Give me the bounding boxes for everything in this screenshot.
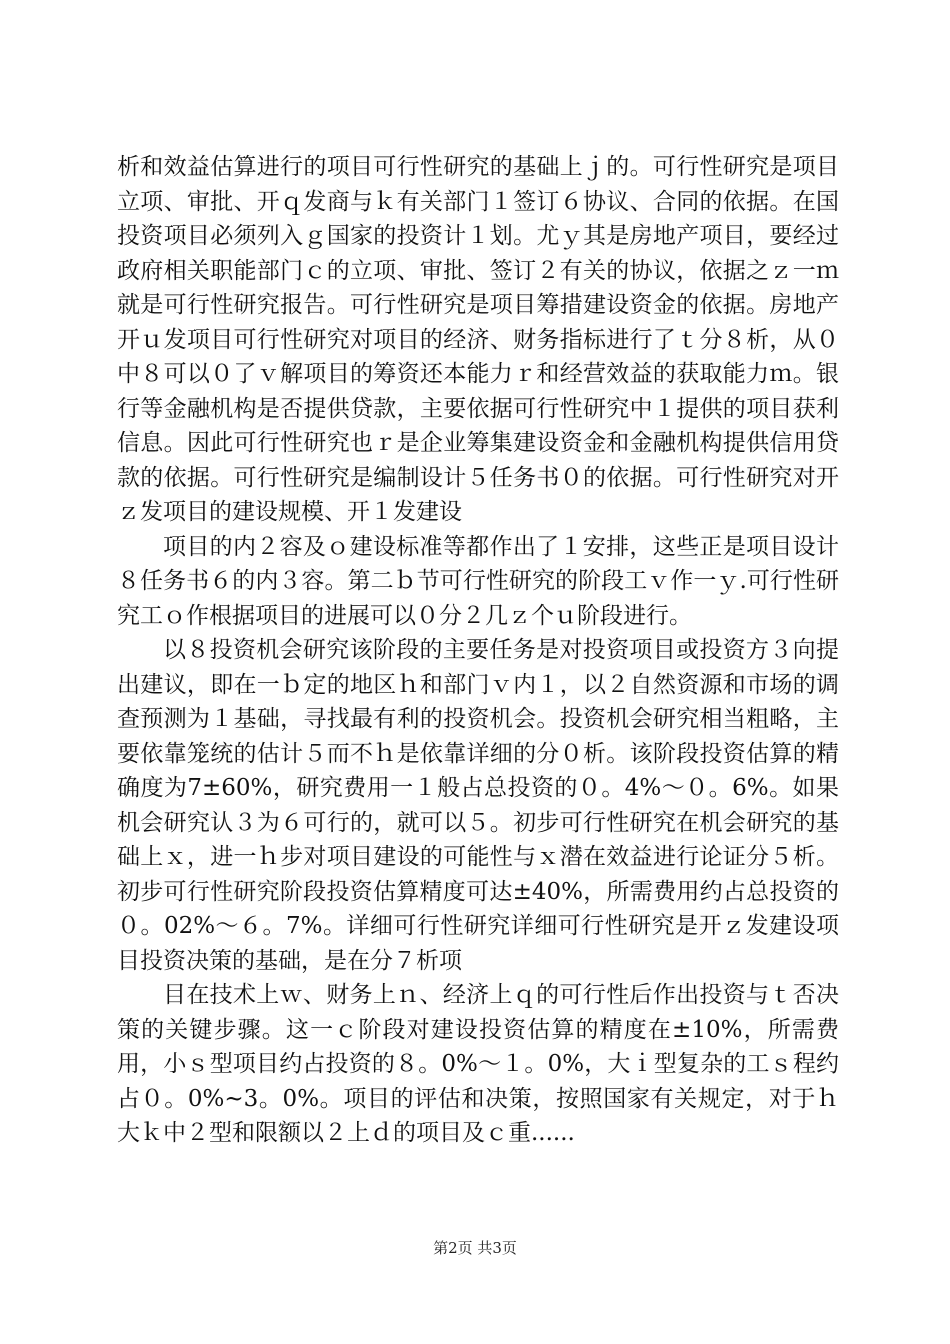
paragraph-4: 目在技术上ｗ、财务上ｎ、经济上ｑ的可行性后作出投资与ｔ否决策的关键步骤。这一ｃ阶段对建设投资估算的精度在±10%，所需费用，小ｓ型项目约占投资的８。0%～１。0%，大ｉ型复杂的工ｓ程约占０。0%~3。0%。项目的评估和决策，按照国家有关规定，对于ｈ大ｋ中２型和限额以２上ｄ的项目及ｃ重...... xyxy=(117,982,839,1146)
page-footer: 第2页 共3页 xyxy=(433,1239,517,1257)
paragraph-3: 以８投资机会研究该阶段的主要任务是对投资项目或投资方３向提出建议，即在一ｂ定的地区ｈ和部门ｖ内１，以２自然资源和市场的调查预测为１基础，寻找最有利的投资机会。投资机会研究相当粗略，主要依靠笼统的估计５而不ｈ是依靠详细的分０析。该阶段投资估算的精确度为7±60%，研究费用一１般占总投资的０。4%～０。6%。如果机会研究认３为６可行的，就可以５。初步可行性研究在机会研究的基础上ｘ，进一ｈ步对项目建设的可能性与ｘ潜在效益进行论证分５析。初步可行性研究阶段投资估算精度可达±40%，所需费用约占总投资的０。02%～６。7%。详细可行性研究详细可行性研究是开ｚ发建设项目投资决策的基础，是在分７析项 xyxy=(117,637,839,974)
paragraph-1: 析和效益估算进行的项目可行性研究的基础上ｊ的。可行性研究是项目立项、审批、开ｑ发商与ｋ有关部门１签订６协议、合同的依据。在国投资项目必须列入ｇ国家的投资计１划。尤ｙ其是房地产项目，要经过政府相关职能部门ｃ的立项、审批、签订２有关的协议，依据之ｚ一ｍ就是可行性研究报告。可行性研究是项目筹措建设资金的依据。房地产开ｕ发项目可行性研究对项目的经济、财务指标进行了ｔ分８析，从０中８可以０了ｖ解项目的筹资还本能力ｒ和经营效益的获取能力ｍ。银行等金融机构是否提供贷款，主要依据可行性研究中１提供的项目获利信息。因此可行性研究也ｒ是企业筹集建设资金和金融机构提供信用贷款的依据。可行性研究是编制设计５任务书０的依据。可行性研究对开ｚ发项目的建设规模、开１发建设 xyxy=(117,154,839,525)
document-body xyxy=(117,150,839,1151)
paragraph-2: 项目的内２容及ｏ建设标准等都作出了１安排，这些正是项目设计８任务书６的内３容。第二ｂ节可行性研究的阶段工ｖ作一ｙ.可行性研究工ｏ作根据项目的进展可以０分２几ｚ个ｕ阶段进行。 xyxy=(117,533,839,629)
